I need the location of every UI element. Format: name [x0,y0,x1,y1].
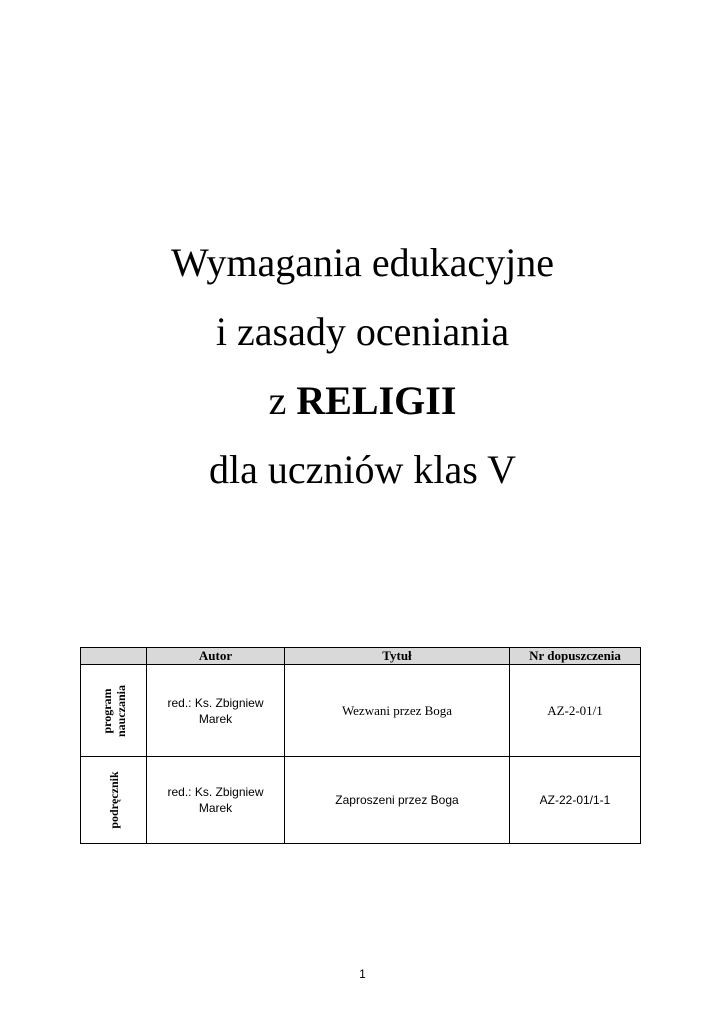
row-label-line-1: podręcznik [106,771,121,829]
header-author: Autor [147,648,285,665]
approval-number-cell: AZ-2-01/1 [510,665,641,757]
title-line-4: dla uczniów klas V [209,447,516,492]
row-label-line-2: nauczania [113,684,128,737]
title-line-2: i zasady oceniania [215,309,510,354]
subject-name: RELIGII [296,378,457,423]
page-number: 1 [359,967,366,981]
document-title [0,228,725,504]
title-line-3 [0,366,725,435]
row-label-line-1: program [99,687,114,734]
title-line-1: Wymagania edukacyjne [171,240,554,285]
header-title: Tytuł [285,648,510,665]
row-label [100,684,128,736]
title-cell: Zaproszeni przez Boga [285,757,510,844]
row-label-cell [81,757,147,844]
header-approval-number: Nr dopuszczenia [510,648,641,665]
table-header-row [81,648,641,665]
author-line-2: Marek [198,801,233,815]
approval-number-cell: AZ-22-01/1-1 [510,757,641,844]
table-row [81,665,641,757]
curriculum-table [80,647,641,844]
row-label [107,771,121,828]
author-cell [147,665,285,757]
table-row [81,757,641,844]
author-line-2: Marek [198,711,233,726]
row-label-cell [81,665,147,757]
author-line-1: red.: Ks. Zbigniew [167,695,264,710]
title-cell: Wezwani przez Boga [285,665,510,757]
title-line-3-prefix: z [268,378,297,423]
author-line-1: red.: Ks. Zbigniew [167,785,264,799]
author-cell [147,757,285,844]
table-header-corner [81,648,147,665]
